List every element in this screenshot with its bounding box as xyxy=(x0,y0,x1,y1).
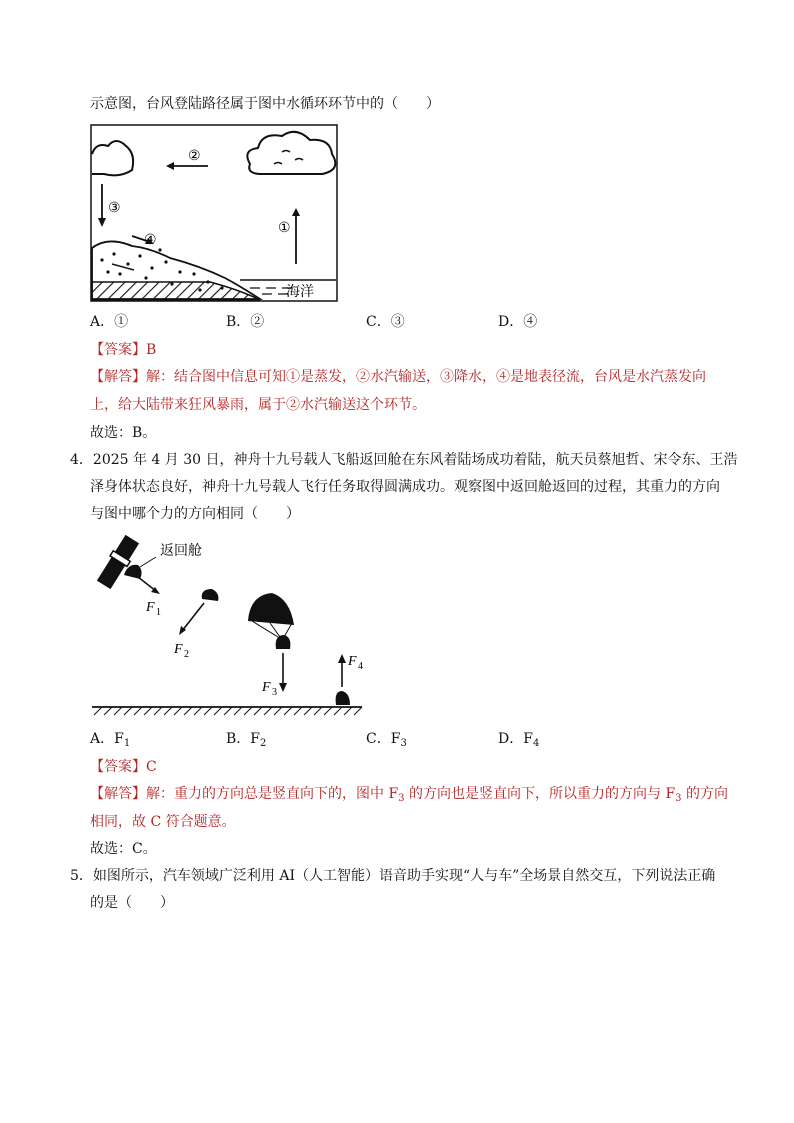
q3-option-c: C．③ xyxy=(366,314,405,330)
analysis-text: 水汽输送这个环节。 xyxy=(300,397,426,413)
option-text: C．F xyxy=(366,731,401,747)
option-text: D．F xyxy=(498,731,533,747)
sea-label: 海洋 xyxy=(286,285,314,300)
q4-conclusion: 故选：C。 xyxy=(90,841,157,857)
capsule-label: 返回舱 xyxy=(160,544,202,559)
analysis-text: 上，给大陆带来狂风暴雨，属于 xyxy=(90,397,286,413)
analysis-text: 降水， xyxy=(454,369,496,385)
f3-subscript: 3 xyxy=(272,687,277,698)
q3-analysis-line1 xyxy=(90,367,706,387)
q4-option-c xyxy=(366,729,407,754)
analysis-text: 解：结合图中信息可知 xyxy=(146,369,286,385)
analysis-text: 水汽输送， xyxy=(370,369,440,385)
analysis-text: 的方向 xyxy=(681,786,728,802)
q3-option-a: A．① xyxy=(90,314,129,330)
circled-1: ① xyxy=(286,369,300,385)
q4-option-a xyxy=(90,729,130,754)
capsule-with-panel-icon xyxy=(97,535,142,589)
capsule-figure xyxy=(90,533,370,722)
f4-subscript: 4 xyxy=(358,661,363,672)
circled-2: ② xyxy=(356,369,370,385)
circled-4: ④ xyxy=(496,369,510,385)
f4-label: F xyxy=(348,654,357,669)
f1-subscript: 1 xyxy=(156,607,161,618)
answer-tag: 【答案】 xyxy=(90,342,146,358)
option-text: B．F xyxy=(226,731,261,747)
label-1: ① xyxy=(278,221,291,236)
analysis-subscript: 3 xyxy=(675,793,682,804)
analysis-tag: 【解答】 xyxy=(90,369,146,385)
f1-label: F xyxy=(146,600,155,615)
f3-label: F xyxy=(262,680,271,695)
option-text: A．F xyxy=(90,731,124,747)
q3-analysis-line2 xyxy=(90,395,426,415)
f2-subscript: 2 xyxy=(184,649,189,660)
analysis-text: 解：重力的方向总是竖直向下的，图中 F xyxy=(146,786,399,802)
q3-conclusion: 故选：B。 xyxy=(90,425,157,441)
analysis-text: 是蒸发， xyxy=(300,369,356,385)
label-4: ④ xyxy=(144,233,157,248)
option-subscript: 4 xyxy=(532,738,540,749)
landed-capsule-icon xyxy=(336,691,350,705)
q4-option-b xyxy=(226,729,266,754)
f2-label: F xyxy=(174,642,183,657)
capsule-icon xyxy=(202,589,219,601)
answer-value: B xyxy=(146,342,157,358)
analysis-tag: 【解答】 xyxy=(90,786,146,802)
q4-analysis-line1 xyxy=(90,784,728,809)
circled-2: ② xyxy=(286,397,300,413)
answer-value: C xyxy=(146,759,157,775)
q4-stem-line3: 与图中哪个力的方向相同（ ） xyxy=(90,506,300,522)
q4-option-d xyxy=(498,729,539,754)
option-subscript: 1 xyxy=(123,738,131,749)
parachute-icon xyxy=(248,593,294,625)
q5-stem-line1: 5．如图所示，汽车领域广泛利用 AI（人工智能）语音助手实现“人与车”全场景自然交互，下列说法正确 xyxy=(70,868,716,884)
option-subscript: 2 xyxy=(260,738,267,749)
q3-stem: 示意图，台风登陆路径属于图中水循环环节中的（ ） xyxy=(90,96,440,112)
q5-stem-line2: 的是（ ） xyxy=(90,895,174,911)
q4-stem-line1: 4．2025 年 4 月 30 日，神舟十九号载人飞船返回舱在东风着陆场成功着陆，航天员蔡旭哲、宋令东、王浩 xyxy=(70,452,738,468)
analysis-text: 的方向也是竖直向下，所以重力的方向与 F xyxy=(404,786,676,802)
q4-stem-line2: 泽身体状态良好，神舟十九号载人飞行任务取得圆满成功。观察图中返回舱返回的过程，其重力的方向 xyxy=(90,479,720,495)
label-2: ② xyxy=(188,149,201,164)
analysis-subscript: 3 xyxy=(398,793,405,804)
label-3: ③ xyxy=(108,201,121,216)
q3-option-d: D．④ xyxy=(498,314,538,330)
q3-answer xyxy=(90,340,156,360)
analysis-text: 是地表径流，台风是水汽蒸发向 xyxy=(510,369,706,385)
water-cycle-figure xyxy=(90,124,340,308)
circled-3: ③ xyxy=(440,369,454,385)
q4-answer xyxy=(90,757,157,777)
option-subscript: 3 xyxy=(400,738,407,749)
q3-option-b: B．② xyxy=(226,314,265,330)
q4-analysis-line2: 相同，故 C 符合题意。 xyxy=(90,814,236,830)
answer-tag: 【答案】 xyxy=(90,759,146,775)
